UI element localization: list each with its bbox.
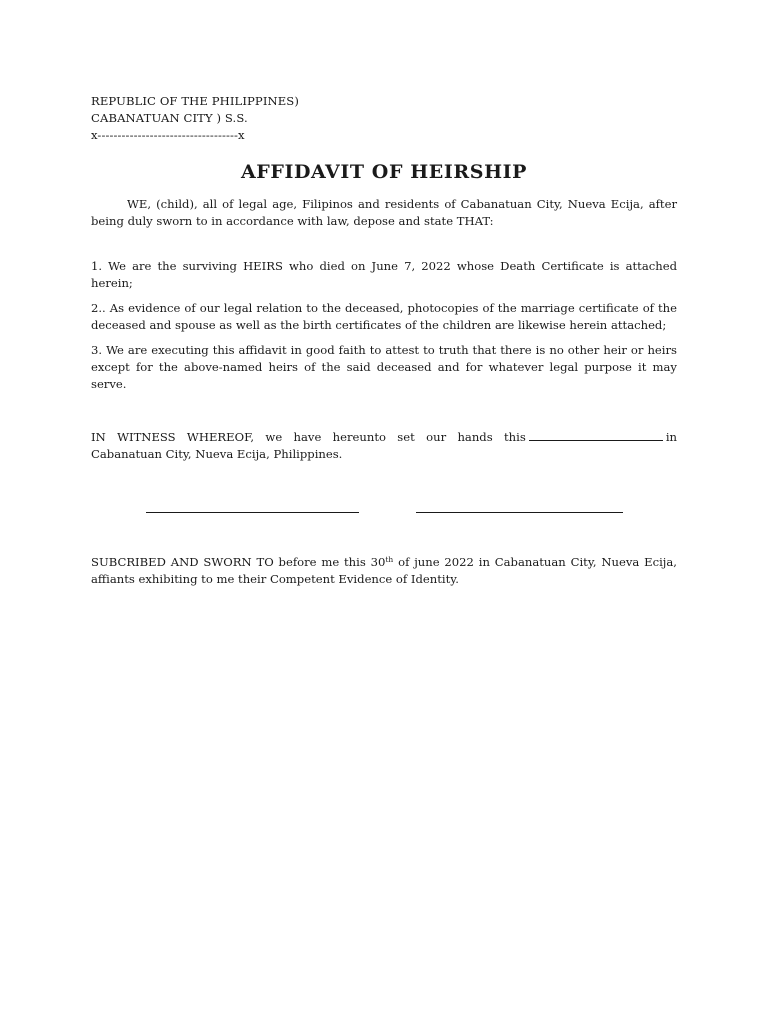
document-title: AFFIDAVIT OF HEIRSHIP: [240, 161, 528, 183]
jurat-paragraph: [91, 554, 677, 588]
venue-caption: [91, 93, 677, 144]
venue-city-line: CABANATUAN CITY ) S.S.: [91, 111, 248, 125]
ordinal-suffix: th: [385, 555, 394, 564]
venue-separator-line: x-----------------------------------x: [91, 128, 245, 142]
statement-item-1: 1. We are the surviving HEIRS who died on June 7, 2022 whose Death Certificate is attached herein;: [91, 259, 677, 290]
witness-paragraph: [91, 428, 677, 463]
signature-area: [91, 502, 677, 522]
date-blank-line: [529, 428, 663, 441]
jurat-text-end: of june 2022 in Cabanatuan City, Nueva Ecija, affiants exhibiting to me their Competent Evidence of Identity.: [91, 555, 677, 586]
intro-paragraph: WE, (child), all of legal age, Filipinos and residents of Cabanatuan City, Nueva Ecija, after being duly sworn to in accordance with law, depose and state THAT:: [91, 197, 677, 228]
signature-line-left: [146, 512, 359, 513]
witness-text-start: IN WITNESS WHEREOF, we have hereunto set our hands this: [91, 430, 526, 444]
jurat-text-start: SUBCRIBED AND SWORN TO before me this 30: [91, 555, 386, 569]
statement-item-2: 2.. As evidence of our legal relation to the deceased, photocopies of the marriage certificate of the deceased and spouse as well as the birth certificates of the children are likewise herein attached;: [91, 301, 677, 332]
document-body: [91, 93, 677, 588]
statement-item-3: 3. We are executing this affidavit in good faith to attest to truth that there is no other heir or heirs except for the above-named heirs of the said deceased and for whatever legal purpose it may serve.: [91, 343, 677, 391]
witness-text-end: in Cabanatuan City, Nueva Ecija, Philippines.: [91, 430, 677, 461]
venue-republic-line: REPUBLIC OF THE PHILIPPINES): [91, 94, 299, 108]
signature-line-right: [416, 512, 623, 513]
